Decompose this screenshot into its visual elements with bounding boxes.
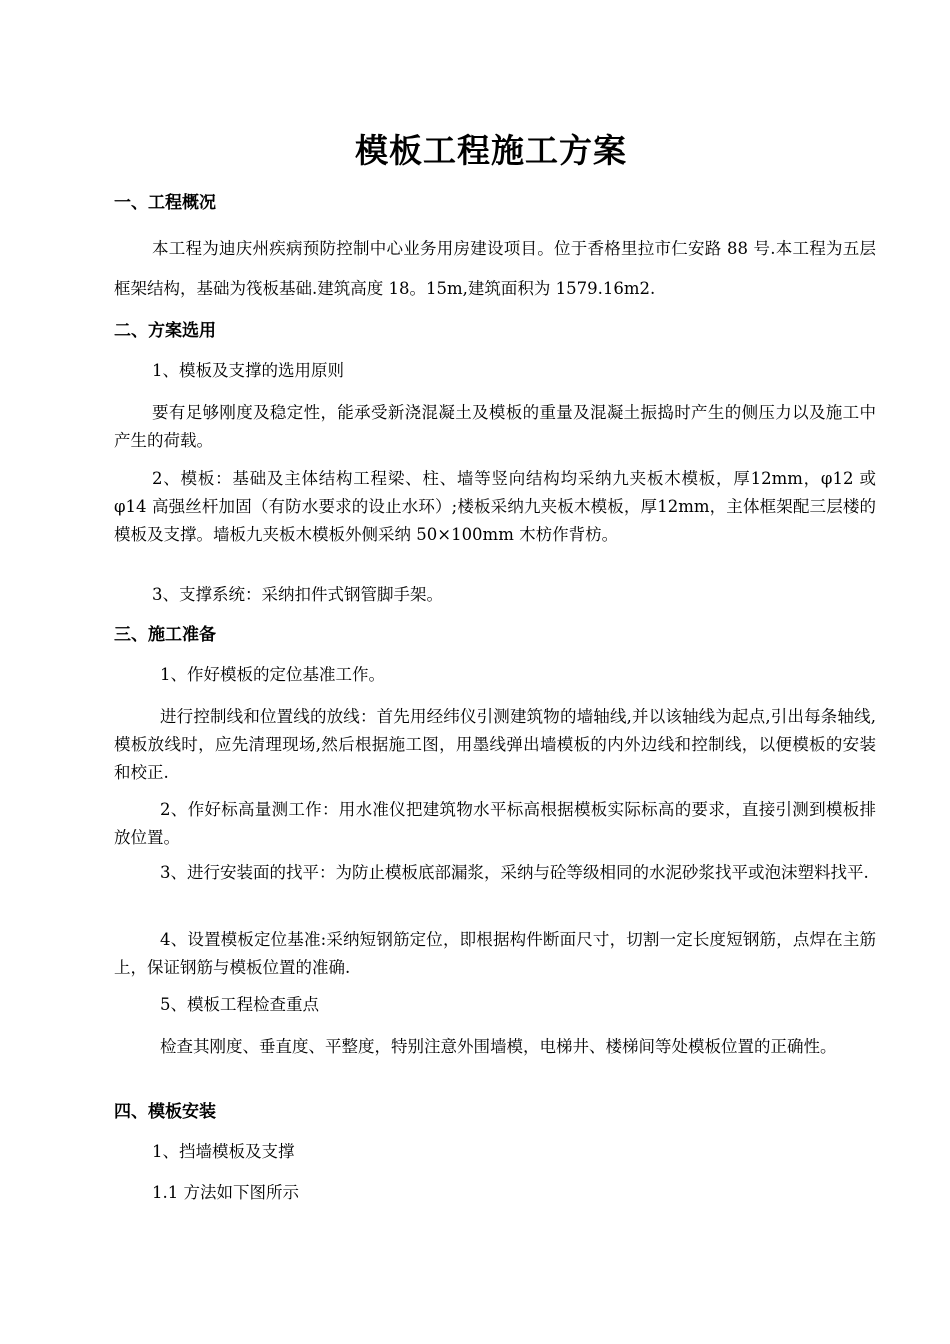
- scheme-item-1-text: 要有足够刚度及稳定性，能承受新浇混凝土及模板的重量及混凝土振捣时产生的侧压力以及施工中产生的荷载。: [114, 403, 876, 450]
- overview-paragraph: 本工程为迪庆州疾病预防控制中心业务用房建设项目。位于香格里拉市仁安路 88 号.本工程为五层框架结构，基础为筏板基础.建筑高度 18。15m,建筑面积为 1579.16m2.: [114, 239, 876, 298]
- document-title: 模板工程施工方案: [355, 131, 627, 170]
- install-item-1-title: 1、挡墙模板及支撑: [152, 1142, 295, 1161]
- prep-item-3-text: 3、进行安装面的找平：为防止模板底部漏浆，采纳与砼等级相同的水泥砂浆找平或泡沫塑料找平.: [160, 863, 869, 882]
- prep-item-4-text: 4、设置模板定位基准:采纳短钢筋定位，即根据构件断面尺寸，切割一定长度短钢筋，点焊在主筋上，保证钢筋与模板位置的准确.: [114, 930, 876, 977]
- scheme-item-1-title: 1、模板及支撑的选用原则: [152, 361, 344, 380]
- section-heading-installation: 四、模板安装: [114, 1102, 216, 1122]
- scheme-item-3-text: 3、支撑系统：采纳扣件式钢管脚手架。: [152, 585, 443, 604]
- section-heading-preparation: 三、施工准备: [114, 625, 216, 645]
- prep-item-5-title: 5、模板工程检查重点: [160, 995, 319, 1014]
- prep-item-5-text: 检查其刚度、垂直度、平整度，特别注意外围墙模，电梯井、楼梯间等处模板位置的正确性。: [160, 1037, 837, 1056]
- section-heading-scheme: 二、方案选用: [114, 321, 216, 341]
- prep-item-1-title: 1、作好模板的定位基准工作。: [160, 665, 385, 684]
- section-heading-overview: 一、工程概况: [114, 193, 216, 213]
- scheme-item-2-text: 2、模板：基础及主体结构工程梁、柱、墙等竖向结构均采纳九夹板木模板，厚12mm，φ12 或 φ14 高强丝杆加固（有防水要求的设止水环）;楼板采纳九夹板木模板，厚12mm，主体框架配三层楼的模板及支撑。墙板九夹板木模板外侧采纳 50×100mm 木枋作背枋。: [114, 469, 876, 544]
- prep-item-2-text: 2、作好标高量测工作：用水准仪把建筑物水平标高根据模板实际标高的要求，直接引测到模板排放位置。: [114, 800, 876, 847]
- prep-item-1-text: 进行控制线和位置线的放线：首先用经纬仪引测建筑物的墙轴线,并以该轴线为起点,引出每条轴线,模板放线时，应先清理现场,然后根据施工图，用墨线弹出墙模板的内外边线和控制线，以便模板的安装和校正.: [114, 707, 876, 782]
- install-item-1-1: 1.1 方法如下图所示: [152, 1183, 299, 1202]
